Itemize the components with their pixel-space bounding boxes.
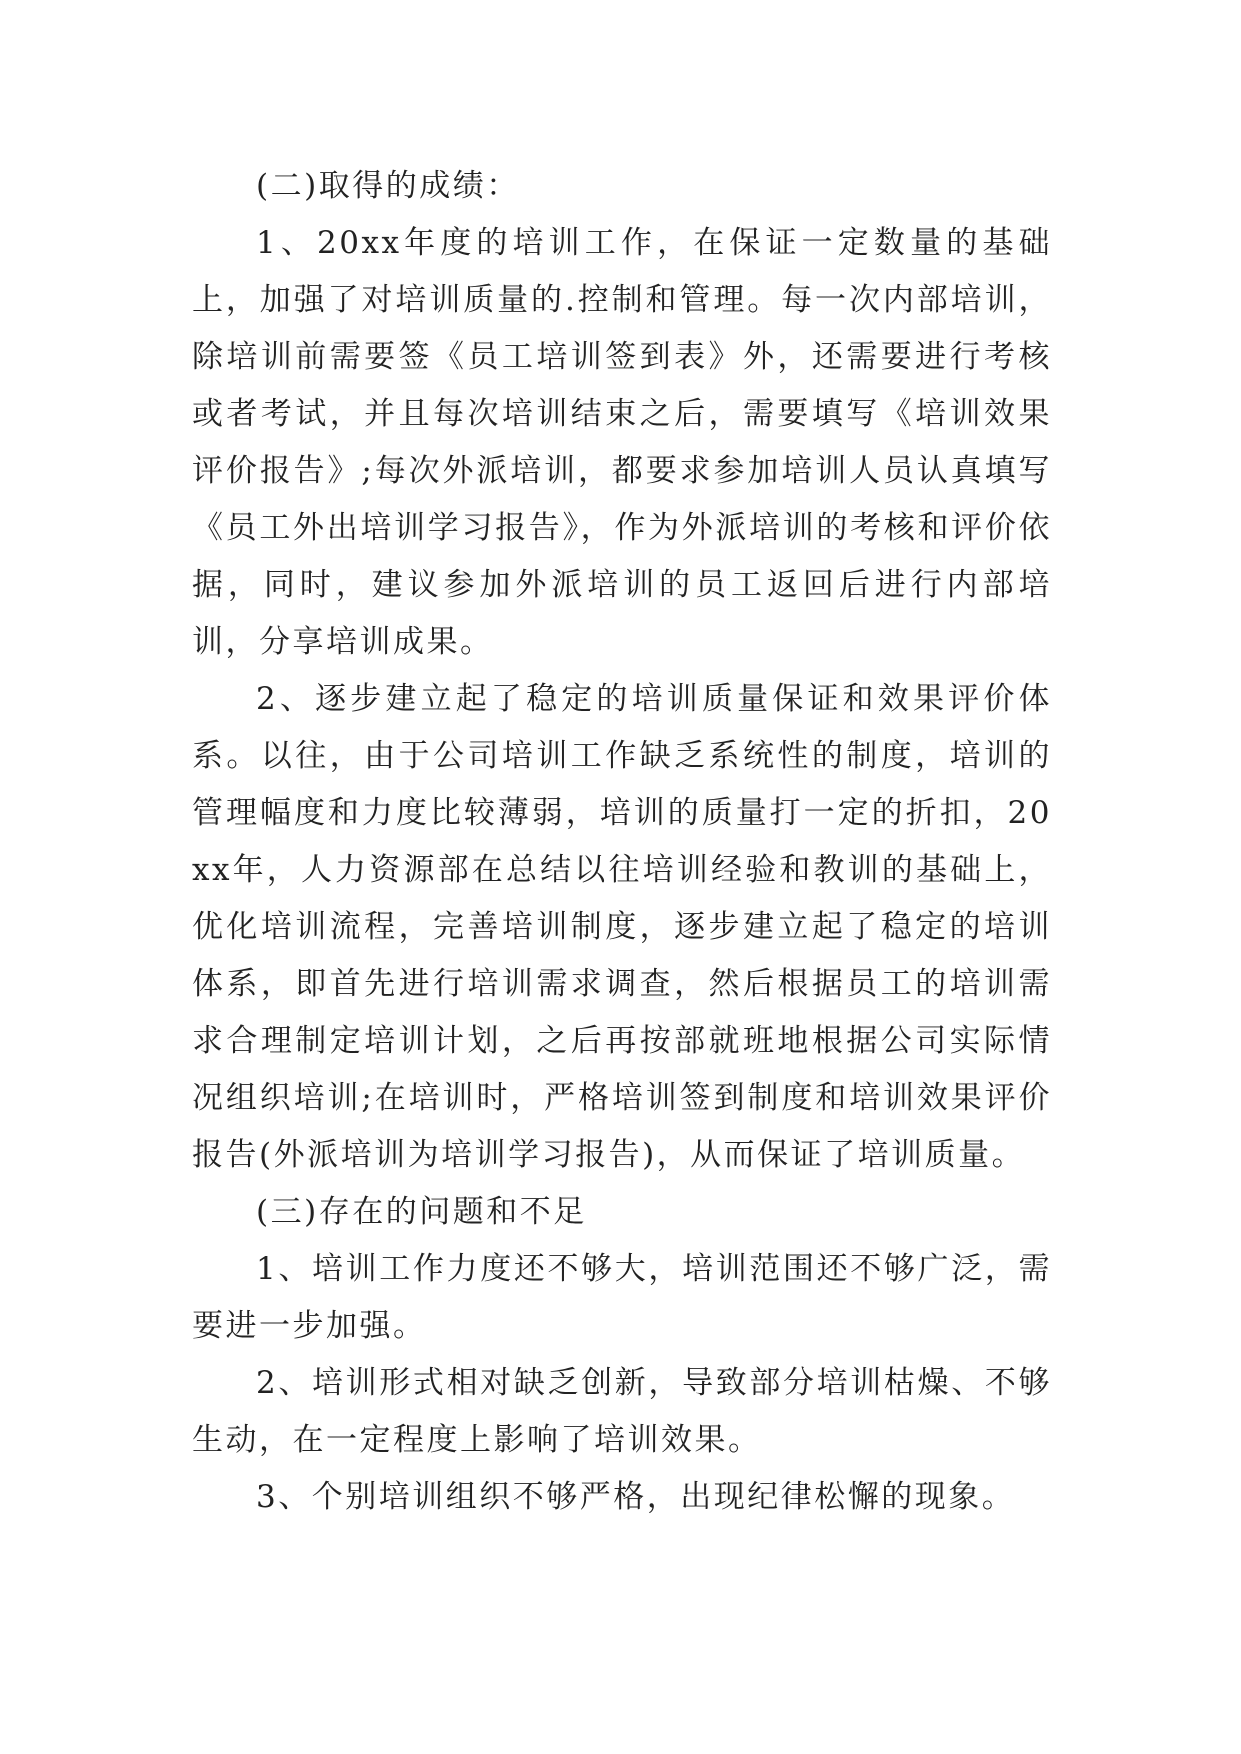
- problem-item-3: 3、个别培训组织不够严格，出现纪律松懈的现象。: [256, 1479, 1016, 1515]
- section-heading-achievements: (二)取得的成绩：: [256, 168, 520, 204]
- problem-item-1: 1、培训工作力度还不够大，培训范围还不够广泛，需要进一步加强。: [192, 1251, 1052, 1344]
- document-page: [192, 158, 1052, 1526]
- section-heading-problems: (三)存在的问题和不足: [256, 1194, 587, 1230]
- problem-item-2: 2、培训形式相对缺乏创新，导致部分培训枯燥、不够生动，在一定程度上影响了培训效果。: [192, 1365, 1052, 1458]
- achievement-item-1: 1、20xx年度的培训工作，在保证一定数量的基础上，加强了对培训质量的.控制和管理。每一次内部培训，除培训前需要签《员工培训签到表》外，还需要进行考核或者考试，并且每次培训结束之后，需要填写《培训效果评价报告》;每次外派培训，都要求参加培训人员认真填写《员工外出培训学习报告》，作为外派培训的考核和评价依据，同时，建议参加外派培训的员工返回后进行内部培训，分享培训成果。: [192, 225, 1052, 660]
- achievement-item-2: 2、逐步建立起了稳定的培训质量保证和效果评价体系。以往，由于公司培训工作缺乏系统性的制度，培训的管理幅度和力度比较薄弱，培训的质量打一定的折扣，20xx年，人力资源部在总结以往培训经验和教训的基础上，优化培训流程，完善培训制度，逐步建立起了稳定的培训体系，即首先进行培训需求调查，然后根据员工的培训需求合理制定培训计划，之后再按部就班地根据公司实际情况组织培训;在培训时，严格培训签到制度和培训效果评价报告(外派培训为培训学习报告)，从而保证了培训质量。: [192, 681, 1052, 1173]
